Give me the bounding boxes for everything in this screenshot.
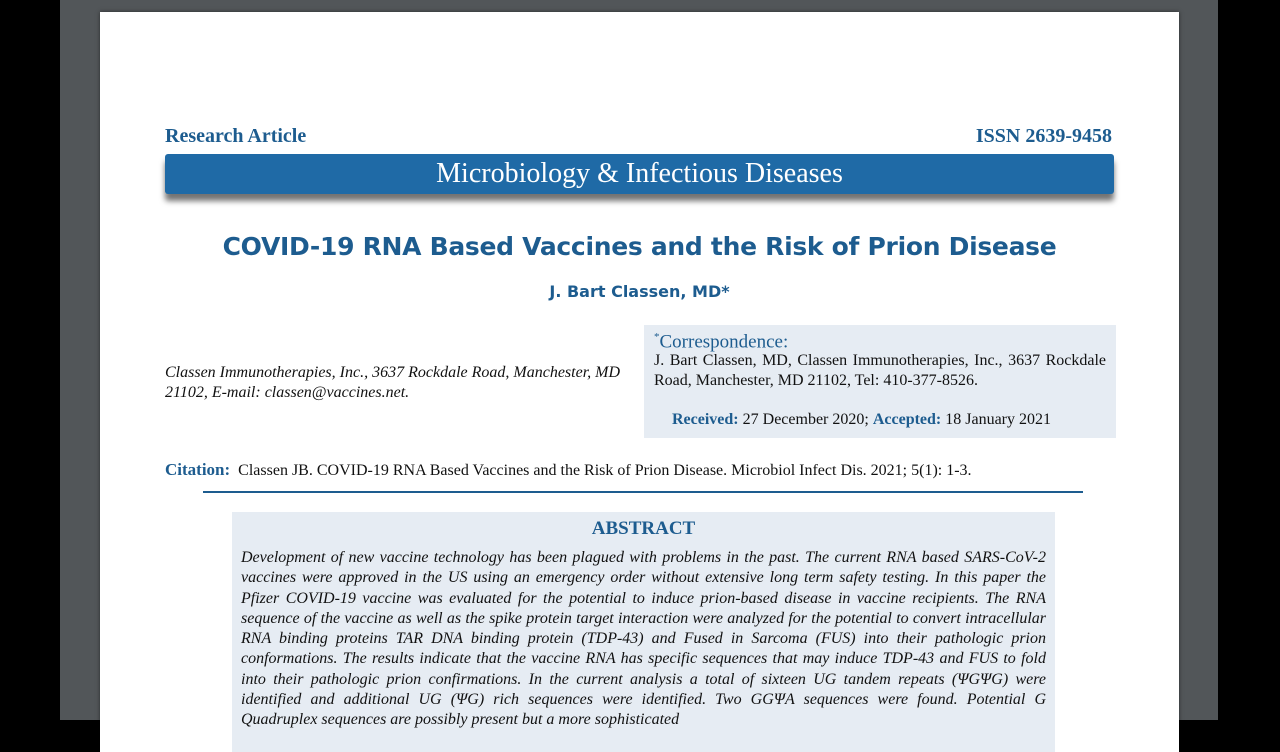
correspondence-box — [644, 325, 1116, 438]
abstract-box — [232, 512, 1055, 752]
abstract-heading: ABSTRACT — [591, 518, 696, 539]
correspondence-body: J. Bart Classen, MD, Classen Immunotherapies, Inc., 3637 Rockdale Road, Manchester, MD 21102, Tel: 410-377-8526. — [654, 352, 1106, 389]
section-divider — [203, 491, 1083, 493]
received-label: Received: — [672, 411, 739, 428]
author-affiliation: Classen Immunotherapies, Inc., 3637 Rockdale Road, Manchester, MD 21102, E-mail: classen@vaccines.net. — [165, 364, 621, 401]
accepted-date: 18 January 2021 — [945, 411, 1052, 428]
pdf-page — [100, 12, 1179, 752]
received-date: 27 December 2020; — [742, 411, 869, 428]
citation-text: Classen JB. COVID-19 RNA Based Vaccines and the Risk of Prion Disease. Microbiol Infect Dis. 2021; 5(1): 1-3. — [238, 462, 972, 479]
issn-label: ISSN 2639-9458 — [975, 125, 1112, 147]
journal-banner: Microbiology & Infectious Diseases — [165, 154, 1114, 194]
author-name: J. Bart Classen, MD* — [549, 282, 730, 301]
article-type-label: Research Article — [165, 125, 307, 147]
correspondence-heading — [654, 331, 788, 353]
accepted-label: Accepted: — [872, 411, 942, 428]
abstract-text: Development of new vaccine technology has been plagued with problems in the past. The current RNA based SARS-CoV-2 vaccines were approved in the US using an emergency order without extensive long term safety testing. In this paper the Pfizer COVID-19 vaccine was evaluated for the potential to induce prion-based disease in vaccine recipients. The RNA sequence of the vaccine as well as the spike protein target interaction were analyzed for the potential to convert intracellular RNA binding proteins TAR DNA binding protein (TDP-43) and Fused in Sarcoma (FUS) into their pathologic prion conformations. The results indicate that the vaccine RNA has specific sequences that may induce TDP-43 and FUS to fold into their pathologic prion confirmations. In the current analysis a total of sixteen UG tandem repeats (ΨGΨG) were identified and additional UG (ΨG) rich sequences were identified. Two GGΨA sequences were found. Potential G Quadruplex sequences are possibly present but a more sophisticated — [241, 549, 1046, 729]
correspondence-marker: * — [654, 331, 660, 343]
citation-label: Citation: — [165, 460, 231, 479]
article-dates — [672, 411, 1051, 429]
correspondence-label: Correspondence: — [659, 331, 789, 353]
citation — [165, 460, 972, 480]
article-title: COVID-19 RNA Based Vaccines and the Risk of Prion Disease — [222, 232, 1057, 261]
